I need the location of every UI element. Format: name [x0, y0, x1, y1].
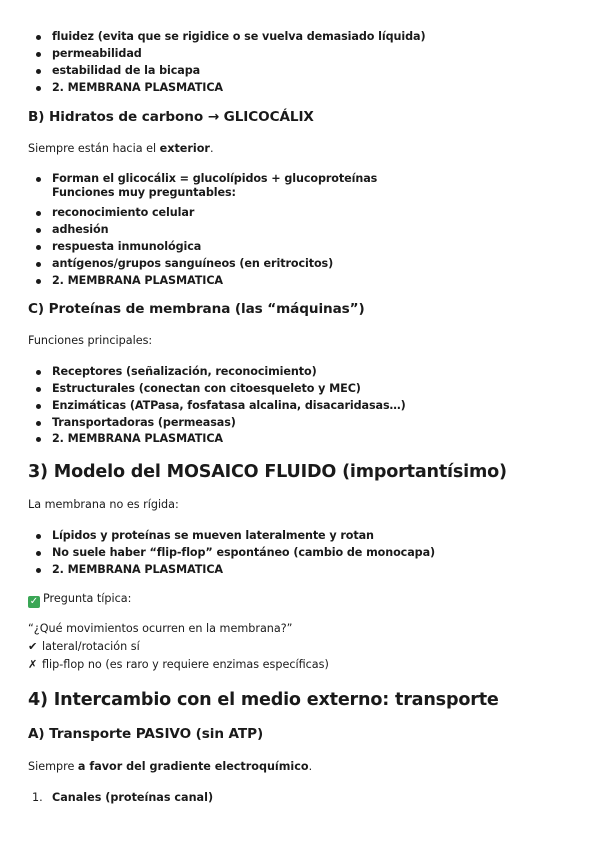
section-3-heading: 3) Modelo del MOSAICO FLUIDO (importantísimo) [28, 462, 507, 482]
bullet-icon [36, 86, 41, 91]
list-item: Forman el glicocálix = glucolípidos + glucoproteínas Funciones muy preguntables: [52, 172, 377, 200]
list-item: 2. MEMBRANA PLASMATICA [52, 274, 223, 288]
list-item: Receptores (señalización, reconocimiento) [52, 365, 317, 379]
bullet-icon [36, 228, 41, 233]
list-item: 2. MEMBRANA PLASMATICA [52, 81, 223, 95]
passive-transport-heading: A) Transporte PASIVO (sin ATP) [28, 726, 264, 742]
bullet-icon [36, 262, 41, 267]
answer-flip-flop: ✗ flip-flop no (es raro y requiere enzimas específicas) [28, 658, 329, 671]
check-mark-icon: ✓ [29, 596, 39, 607]
bullet-icon [36, 370, 41, 375]
bullet-icon [36, 211, 41, 216]
list-item: No suele haber “flip-flop” espontáneo (cambio de monocapa) [52, 546, 435, 560]
list-item: Estructurales (conectan con citoesqueleto y MEC) [52, 382, 361, 396]
bullet-icon [36, 279, 41, 284]
bullet-icon [36, 69, 41, 74]
section-b-heading: B) Hidratos de carbono → GLICOCÁLIX [28, 109, 314, 125]
bullet-icon [36, 404, 41, 409]
list-item: 1. Canales (proteínas canal) [32, 791, 214, 804]
list-item: Transportadoras (permeasas) [52, 416, 236, 430]
list-item: estabilidad de la bicapa [52, 64, 200, 78]
section-c-heading: C) Proteínas de membrana (las “máquinas”) [28, 301, 365, 317]
bullet-icon [36, 421, 41, 426]
bullet-icon [36, 437, 41, 442]
section-3-intro: La membrana no es rígida: [28, 498, 179, 511]
checkmark-icon: ✔ [28, 640, 38, 653]
cross-icon: ✗ [28, 658, 38, 671]
list-item: 2. MEMBRANA PLASMATICA [52, 432, 223, 446]
list-number: 1. [32, 791, 43, 804]
list-item: adhesión [52, 223, 108, 237]
list-item: reconocimiento celular [52, 206, 194, 220]
passive-transport-intro: Siempre a favor del gradiente electroquímico. [28, 760, 313, 773]
list-item: Lípidos y proteínas se mueven lateralmente y rotan [52, 529, 374, 543]
bullet-icon [36, 534, 41, 539]
list-item: 2. MEMBRANA PLASMATICA [52, 563, 223, 577]
bullet-icon [36, 35, 41, 40]
bullet-icon [36, 245, 41, 250]
bullet-icon [36, 568, 41, 573]
list-item: Enzimáticas (ATPasa, fosfatasa alcalina, disacaridasas…) [52, 399, 406, 413]
section-b-intro: Siempre están hacia el exterior. [28, 142, 214, 155]
bullet-icon [36, 52, 41, 57]
question-text: “¿Qué movimientos ocurren en la membrana?” [28, 622, 293, 635]
section-c-intro: Funciones principales: [28, 334, 153, 347]
bullet-icon [36, 387, 41, 392]
list-item: permeabilidad [52, 47, 142, 61]
list-item: respuesta inmunológica [52, 240, 201, 254]
list-item: antígenos/grupos sanguíneos (en eritrocitos) [52, 257, 333, 271]
typical-question-label: ✓ Pregunta típica: [29, 592, 132, 607]
bullet-icon [36, 177, 41, 182]
answer-lateral: ✔ lateral/rotación sí [28, 640, 140, 653]
bullet-icon [36, 551, 41, 556]
list-item: fluidez (evita que se rigidice o se vuelva demasiado líquida) [52, 30, 426, 44]
section-4-heading: 4) Intercambio con el medio externo: transporte [28, 690, 499, 710]
